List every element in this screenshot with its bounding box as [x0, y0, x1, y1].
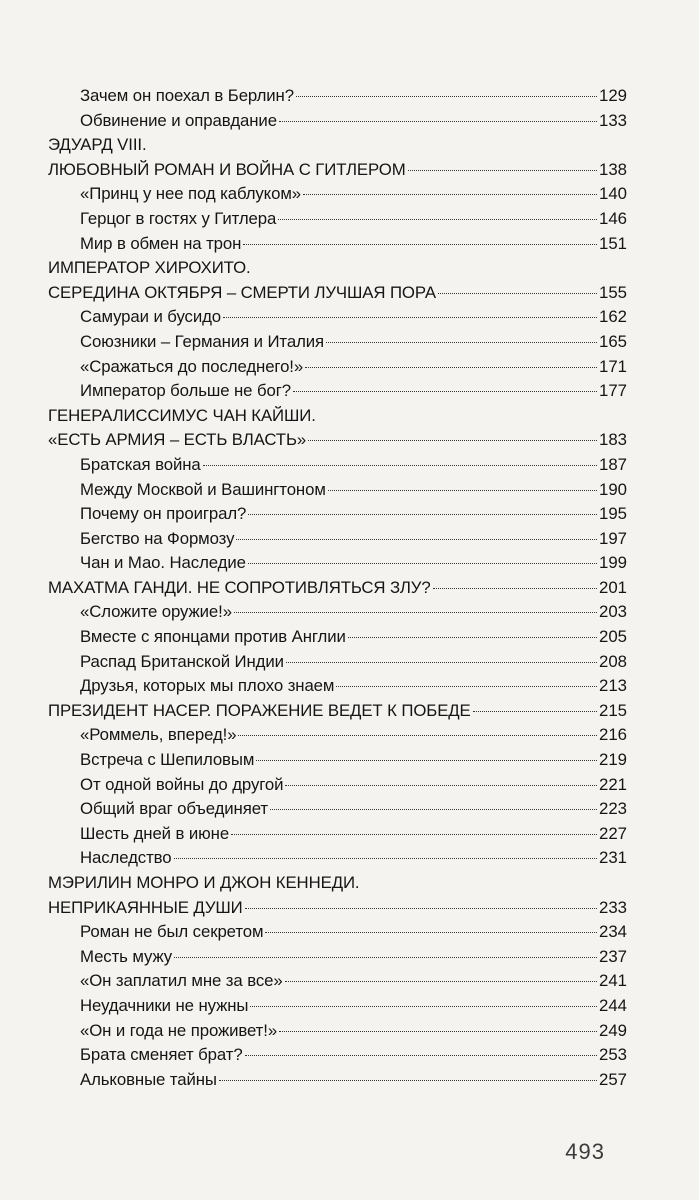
toc-chapter-heading: [48, 428, 627, 453]
toc-entry-page: 140: [599, 184, 627, 204]
dot-leader: [286, 662, 597, 663]
dot-leader: [473, 711, 597, 712]
toc-entry: [48, 330, 627, 355]
toc-entry: [48, 527, 627, 552]
dot-leader: [234, 612, 597, 613]
toc-entry: [48, 1019, 627, 1044]
toc-entry-page: 197: [599, 528, 627, 548]
dot-leader: [223, 317, 597, 318]
toc-entry-page: 165: [599, 331, 627, 351]
dot-leader: [245, 908, 597, 909]
toc-entry-page: 162: [599, 307, 627, 327]
toc-entry-title: «Он заплатил мне за все»: [80, 971, 283, 991]
toc-entry: [48, 674, 627, 699]
toc-entry-title: «Принц у нее под каблуком»: [80, 184, 302, 204]
toc-entry: [48, 453, 627, 478]
dot-leader: [245, 1055, 597, 1056]
toc-entry-page: 237: [599, 946, 627, 966]
toc-entry-page: 187: [599, 454, 627, 474]
dot-leader: [305, 367, 597, 368]
dot-leader: [326, 342, 597, 343]
toc-chapter-heading: [48, 576, 627, 601]
toc-entry-title: Бегство на Формозу: [80, 528, 235, 548]
toc-entry: [48, 969, 627, 994]
toc-entry-title: Наследство: [80, 848, 172, 868]
toc-entry-title: Вместе с японцами против Англии: [80, 627, 346, 647]
toc-chapter-heading: [48, 699, 627, 724]
toc-entry-title: Союзники – Германия и Италия: [80, 331, 325, 351]
toc-entry-title: НЕПРИКАЯННЫЕ ДУШИ: [48, 897, 243, 917]
dot-leader: [248, 563, 597, 564]
toc-entry-title: Между Москвой и Вашингтоном: [80, 479, 326, 499]
dot-leader: [248, 514, 597, 515]
toc-entry: [48, 355, 627, 380]
toc-entry: [48, 748, 627, 773]
dot-leader: [174, 957, 597, 958]
toc-entry: [48, 551, 627, 576]
toc-entry-title: «Сражаться до последнего!»: [80, 356, 304, 376]
dot-leader: [303, 194, 597, 195]
dot-leader: [250, 1006, 597, 1007]
toc-entry: [48, 305, 627, 330]
toc-entry-title: ЭДУАРД VIII.: [48, 135, 147, 155]
dot-leader: [433, 588, 597, 589]
toc-entry: [48, 182, 627, 207]
toc-entry-title: МЭРИЛИН МОНРО И ДЖОН КЕННЕДИ.: [48, 873, 360, 892]
toc-entry-title: «Роммель, вперед!»: [80, 725, 237, 745]
toc-entry-page: 234: [599, 922, 627, 942]
dot-leader: [270, 809, 597, 810]
dot-leader: [279, 121, 597, 122]
toc-entry-page: 253: [599, 1045, 627, 1065]
toc-entry-page: 227: [599, 823, 627, 843]
toc-entry-page: 199: [599, 553, 627, 573]
toc-entry: [48, 846, 627, 871]
toc-entry-title: Братская война: [80, 454, 201, 474]
toc-entry-page: 233: [599, 897, 627, 917]
toc-entry-page: 133: [599, 110, 627, 130]
toc-entry-title: Шесть дней в июне: [80, 823, 230, 843]
toc-entry-title: Месть мужу: [80, 946, 173, 966]
toc-entry: [48, 945, 627, 970]
toc-entry-page: 183: [599, 430, 627, 450]
toc-entry: [48, 773, 627, 798]
dot-leader: [231, 834, 597, 835]
dot-leader: [256, 760, 597, 761]
dot-leader: [296, 96, 597, 97]
toc-entry-page: 205: [599, 627, 627, 647]
toc-entry-page: 257: [599, 1069, 627, 1089]
toc-entry-title: ГЕНЕРАЛИССИМУС ЧАН КАЙШИ.: [48, 405, 316, 425]
toc-entry-page: 244: [599, 995, 627, 1015]
toc-entry-title: МАХАТМА ГАНДИ. НЕ СОПРОТИВЛЯТЬСЯ ЗЛУ?: [48, 577, 431, 597]
dot-leader: [438, 293, 597, 294]
toc-entry: [48, 232, 627, 257]
toc-entry: [48, 797, 627, 822]
toc-entry-title: Мир в обмен на трон: [80, 233, 242, 253]
toc-chapter-heading: [48, 256, 627, 281]
toc-entry-title: Почему он проиграл?: [80, 504, 247, 524]
toc-entry-page: 203: [599, 602, 627, 622]
toc-entry-page: 129: [599, 86, 627, 105]
toc-entry-page: 138: [599, 159, 627, 179]
toc-entry-title: Обвинение и оправдание: [80, 110, 277, 130]
toc-entry-title: Неудачники не нужны: [80, 995, 249, 1015]
toc-chapter-heading: [48, 896, 627, 921]
dot-leader: [408, 170, 597, 171]
dot-leader: [203, 465, 597, 466]
toc-entry-title: Распад Британской Индии: [80, 651, 284, 671]
toc-entry-page: 216: [599, 725, 627, 745]
toc-entry: [48, 109, 627, 134]
toc-entry: [48, 920, 627, 945]
toc-entry: [48, 379, 627, 404]
toc-entry: [48, 1043, 627, 1068]
dot-leader: [238, 735, 597, 736]
page-number: 493: [565, 1139, 605, 1164]
toc-chapter-heading: [48, 871, 627, 896]
toc-entry-title: Встреча с Шепиловым: [80, 750, 255, 770]
toc-entry-page: 195: [599, 504, 627, 524]
dot-leader: [308, 440, 597, 441]
toc-entry-title: ИМПЕРАТОР ХИРОХИТО.: [48, 258, 251, 278]
toc-entry-page: 171: [599, 356, 627, 376]
dot-leader: [348, 637, 597, 638]
toc-entry-title: ПРЕЗИДЕНТ НАСЕР. ПОРАЖЕНИЕ ВЕДЕТ К ПОБЕДЕ: [48, 700, 471, 720]
toc-entry-title: ЛЮБОВНЫЙ РОМАН И ВОЙНА С ГИТЛЕРОМ: [48, 159, 406, 179]
toc-entry-title: Брата сменяет брат?: [80, 1045, 243, 1065]
dot-leader: [285, 981, 597, 982]
toc-entry-page: 215: [599, 700, 627, 720]
toc-entry-title: Альковные тайны: [80, 1069, 217, 1089]
toc-entry: [48, 478, 627, 503]
dot-leader: [243, 244, 597, 245]
toc-entry-page: 221: [599, 774, 627, 794]
toc-entry: [48, 650, 627, 675]
table-of-contents: [48, 84, 627, 1092]
toc-entry-page: 223: [599, 799, 627, 819]
toc-entry-page: 155: [599, 282, 627, 302]
dot-leader: [236, 539, 597, 540]
toc-entry-page: 177: [599, 381, 627, 401]
toc-entry-title: Друзья, которых мы плохо знаем: [80, 676, 335, 696]
toc-entry-title: Общий враг объединяет: [80, 799, 268, 819]
toc-entry-title: СЕРЕДИНА ОКТЯБРЯ – СМЕРТИ ЛУЧШАЯ ПОРА: [48, 282, 436, 302]
toc-entry: [48, 822, 627, 847]
toc-entry-title: Герцог в гостях у Гитлера: [80, 208, 277, 228]
dot-leader: [336, 686, 597, 687]
dot-leader: [293, 391, 597, 392]
toc-entry-title: Роман не был секретом: [80, 922, 264, 942]
toc-entry: [48, 502, 627, 527]
toc-entry-page: 146: [599, 208, 627, 228]
toc-entry-page: 241: [599, 971, 627, 991]
toc-entry-title: Зачем он поехал в Берлин?: [80, 86, 294, 105]
dot-leader: [174, 858, 597, 859]
toc-entry-page: 201: [599, 577, 627, 597]
toc-entry-title: Император больше не бог?: [80, 381, 291, 401]
toc-chapter-heading: [48, 133, 627, 158]
toc-entry-page: 219: [599, 750, 627, 770]
toc-entry: [48, 625, 627, 650]
toc-entry-page: 249: [599, 1020, 627, 1040]
toc-entry-title: «Сложите оружие!»: [80, 602, 232, 622]
toc-entry-page: 213: [599, 676, 627, 696]
dot-leader: [279, 1031, 597, 1032]
toc-entry-title: Чан и Мао. Наследие: [80, 553, 246, 573]
dot-leader: [285, 785, 597, 786]
dot-leader: [219, 1080, 597, 1081]
toc-entry-title: От одной войны до другой: [80, 774, 284, 794]
toc-chapter-heading: [48, 158, 627, 183]
toc-entry-title: «Он и года не проживет!»: [80, 1020, 278, 1040]
dot-leader: [328, 490, 597, 491]
dot-leader: [278, 219, 597, 220]
toc-entry: [48, 600, 627, 625]
toc-entry-title: Самураи и бусидо: [80, 307, 222, 327]
toc-chapter-heading: [48, 281, 627, 306]
toc-entry-page: 208: [599, 651, 627, 671]
toc-entry: [48, 84, 627, 109]
toc-entry-page: 231: [599, 848, 627, 868]
toc-chapter-heading: [48, 404, 627, 429]
dot-leader: [265, 932, 597, 933]
toc-entry: [48, 1068, 627, 1093]
toc-entry-title: «ЕСТЬ АРМИЯ – ЕСТЬ ВЛАСТЬ»: [48, 430, 307, 450]
toc-entry: [48, 207, 627, 232]
toc-entry-page: 151: [599, 233, 627, 253]
toc-entry-page: 190: [599, 479, 627, 499]
toc-entry: [48, 723, 627, 748]
toc-entry: [48, 994, 627, 1019]
